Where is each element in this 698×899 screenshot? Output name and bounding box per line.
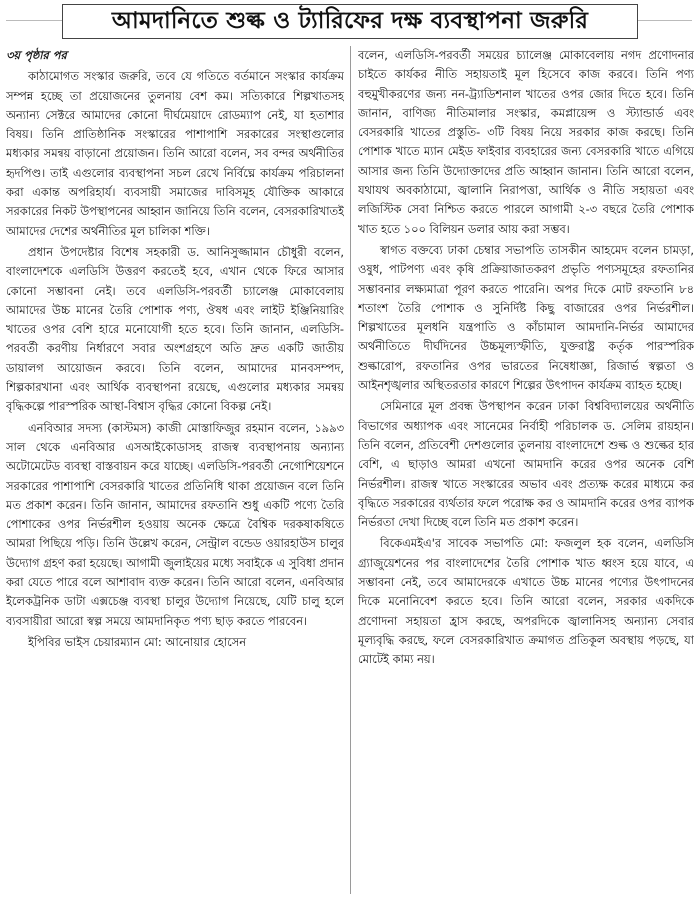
left-column [6, 46, 344, 896]
headline: আমদানিতে শুল্ক ও ট্যারিফের দক্ষ ব্যবস্থাপনা জরুরি [62, 4, 638, 39]
right-paragraph-3: সেমিনারে মূল প্রবন্ধ উপস্থাপন করেন ঢাকা বিশ্ববিদ্যালয়ের অর্থনীতি বিভাগের অধ্যাপক এবং সানেমের নির্বাহী পরিচালক ড. সেলিম রায়হান। তিনি বলেন, প্রতিবেশী দেশগুলোর তুলনায় বাংলাদেশে শুল্ক ও শুল্কের হার বেশি, এ ছাড়াও আমরা এখনো আমদানি করের ওপর অনেক বেশি নির্ভরশীল। রাজস্ব খাতে সংস্কারের অভাব এবং প্রত্যক্ষ করের মাধ্যমে কর বৃদ্ধিতে সরকারের ব্যর্থতার ফলে পরোক্ষ কর ও আমদানি করের ওপর ব্যাপক নির্ভরতা দেখা দিচ্ছে বলে তিনি মত প্রকাশ করেন। [358, 399, 694, 530]
right-column [358, 46, 694, 896]
column-divider [350, 46, 351, 894]
left-paragraph-2: প্রধান উপদেষ্টার বিশেষ সহকারী ড. আনিসুজ্জামান চৌধুরী বলেন, বাংলাদেশকে এলডিসি উত্তরণ করতেই হবে, এখান থেকে ফিরে আসার কোনো সম্ভাবনা নেই। তবে এলডিসি-পরবর্তী চ্যালেঞ্জ মোকাবেলায় আমাদের উচ্চ মানের তৈরি পোশাক পণ্য, ঔষধ এবং লাইট ইঞ্জিনিয়ারিং খাতের ওপর বেশি হারে মনোযোগী হতে হবে। তিনি জানান, এলডিসি-পরবর্তী করণীয় নির্ধারণে সবার অংশগ্রহণে অতি দ্রুত একটি জাতীয় ডায়ালগ আয়োজন করবে। তিনি বলেন, আমাদের মানবসম্পদ, শিল্পকারখানা এবং আর্থিক ব্যবস্থাপনা রয়েছে, এগুলোর মধ্যকার সমন্বয় বৃদ্ধিকল্পে পারস্পরিক আস্থা-বিশ্বাস বৃদ্ধির কোনো বিকল্প নেই। [6, 244, 344, 414]
right-paragraph-2: স্বাগত বক্তব্যে ঢাকা চেম্বার সভাপতি তাসকীন আহমেদ বলেন চামড়া, ওষুধ, পাটপণ্য এবং কৃষি প্রক্রিয়াজাতকরণ প্রভৃতি পণ্যসমূহের রফতানির সম্ভাবনার লক্ষ্যমাত্রা পূরণ করতে পারেনি। অপর দিকে মোট রফতানি ৮৪ শতাংশ তৈরি পোশাক ও সুনির্দিষ্ট কিছু বাজারের ওপর নির্ভরশীল। শিল্পখাতের মূলধনি যন্ত্রপাতি ও কাঁচামাল আমদানি-নির্ভর আমাদের অর্থনীতিতে দীর্ঘদিনের উচ্চমূল্যস্ফীতি, যুক্তরাষ্ট্র কর্তৃক পারস্পরিক শুল্কারোপ, রফতানির ওপর ভারতের নিষেধাজ্ঞা, রিজার্ভ স্বল্পতা ও আইনশৃঙ্খলার অস্থিতরতার কারণে শিল্পের উৎপাদন কার্যক্রম ব্যাহত হচ্ছে। [358, 242, 694, 393]
jump-label: ৩য় পৃষ্ঠার পর [6, 48, 67, 62]
right-paragraph-1: বলেন, এলডিসি-পরবর্তী সময়ের চ্যালেঞ্জ মোকাবেলায় নগদ প্রণোদনার চাইতে কার্যকর নীতি সহায়তাই মূল হিসেবে কাজ করবে। তিনি পণ্য বহুমুখীকরণের জন্য নন-ট্র্যাডিশনাল খাতের ওপর জোর দিতে হবে। তিনি জানান, বাণিজ্য নীতিমালার সংস্কার, কমপ্লায়েন্স ও স্ট্যান্ডার্ড এবং বেসরকারি খাতের প্রস্তুতি- ৩টি বিষয় নিয়ে সরকার কাজ করছে। তিনি পোশাক খাতে ম্যান মেইড ফাইবার ব্যবহারের জন্য বেসরকারি খাতে এগিয়ে আসার জন্য তিনি উদ্যোক্তাদের প্রতি আহ্বান জানান। তিনি আরো বলেন, যথাযথ অবকাঠামো, জ্বালানি নিরাপত্তা, আর্থিক ও নীতি সহায়তা এবং লজিস্টিক সেবা নিশ্চিত করতে পারলে আগামী ২-৩ বছরে তৈরি পোশাক খাত হতে ১০০ বিলিয়ন ডলার আয় করা সম্ভব। [358, 48, 694, 236]
right-paragraph-4: বিকেএমইএ'র সাবেক সভাপতি মো: ফজলুল হক বলেন, এলডিসি গ্র্যাজুয়েশনের পর বাংলাদেশের তৈরি পোশাক খাত ধ্বংস হয়ে যাবে, এ সম্ভাবনা নেই, তবে আমাদেরকে এখাতে উচ্চ মানের পণ্যের উৎপাদনের দিকে মনোনিবেশ করতে হবে। তিনি আরো বলেন, সরকার একদিকে প্রণোদনা সহায়তা হ্রাস করছে, অপরদিকে জ্বালানিসহ অন্যান্য সেবার মূল্যবৃদ্ধি করছে, ফলে বেসরকারিখাত ক্রমাগত প্রতিকূল অবস্থায় পড়ছে, যা মোটেই কাম্য নয়। [358, 536, 694, 667]
left-paragraph-3: এনবিআর সদস্য (কাস্টমস) কাজী মোস্তাফিজুর রহমান বলেন, ১৯৯৩ সাল থেকে এনবিআর এসআইকোডাসহ রাজস্ব ব্যবস্থাপনায় অন্যান্য অটোমেটেড ব্যবস্থা বাস্তবায়ন করে যাচ্ছে। এলডিসি-পরবর্তী নেগোশিয়েশনে সরকারের পাশাপাশি বেসরকারি খাতের প্রতিনিধি থাকা প্রয়োজন বলে তিনি মত প্রকাশ করেন। তিনি জানান, আমাদের রফতানি শুধু একটি পণ্যে তৈরি পোশাকের ওপর নির্ভরশীল হওয়ায় অনেক ক্ষেত্রে বৈশ্বিক দরকষাকষিতে আমরা পিছিয়ে পড়ি। তিনি উল্লেখ করেন, সেন্ট্রাল বন্ডেড ওয়ারহাউস চালুর উদ্যোগ গ্রহণ করা হয়েছে। আগামী জুলাইয়ের মধ্যে সবাইকে এ সুবিধা প্রদান করা যেতে পারে বলে আশাবাদ ব্যক্ত করেন। তিনি আরো বলেন, এনবিআর ইলেকট্রনিক ডাটা এক্সচেঞ্জ ব্যবস্থা চালুর উদ্যোগ নিয়েছে, যেটি চালু হলে ব্যবসায়ীরা আরো স্বল্প সময়ে আমদানিকৃত পণ্য ছাড় করতে পারবেন। [6, 420, 344, 628]
left-paragraph-4: ইপিবির ভাইস চেয়ারম্যান মো: আনোয়ার হোসেন [28, 634, 247, 649]
left-paragraph-1: কাঠামোগত সংস্কার জরুরি, তবে যে গতিতে বর্তমানে সংস্কার কার্যক্রম সম্পন্ন হচ্ছে তা প্রয়োজনের তুলনায় বেশ কম। সত্যিকারে শিল্পখাতসহ অন্যান্য সেক্টরে আমাদের কোনো দীর্ঘমেয়াদে রোডম্যাপ নেই, যা হতাশার বিষয়। তিনি প্রাতিষ্ঠানিক সংস্কারের পাশাপাশি সরকারের সংস্থাগুলোর মধ্যকার সমন্বয় বাড়ানো প্রয়োজন। তিনি আরো বলেন, সব বন্দর অর্থনীতির হৃদপিণ্ড। তাই এগুলোর ব্যবস্থাপনা সচল রেখে নির্বিঘ্নে কার্যক্রম পরিচালনা করা একান্ত অপরিহার্য। ব্যবসায়ী সমাজের দাবিসমূহ যৌক্তিক আকারে সরকারের নিকট উপস্থাপনের আহ্বান জানিয়ে তিনি বলেন, বেসরকারিখাতই আমাদের দেশের অর্থনীতির মূল চালিকা শক্তি। [6, 69, 344, 238]
